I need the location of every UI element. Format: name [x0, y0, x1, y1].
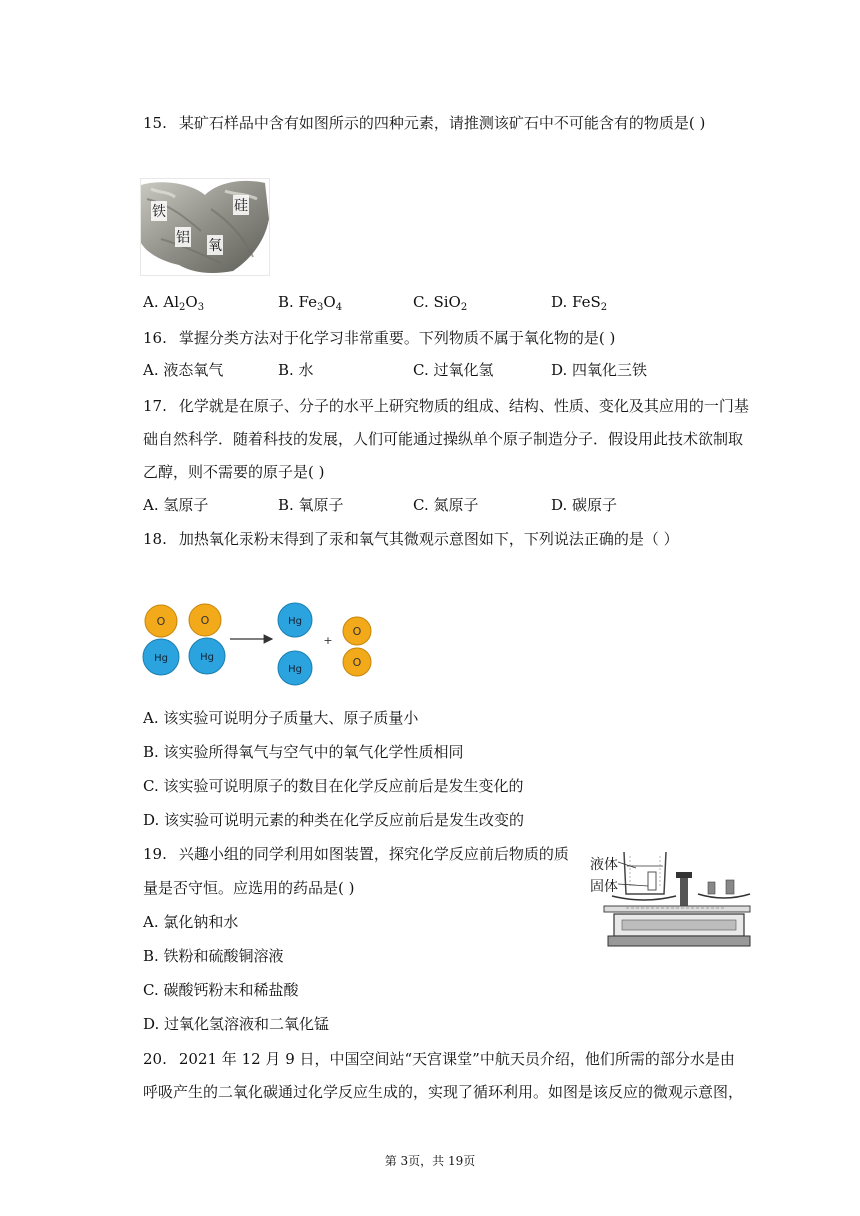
atom-label: O [200, 614, 210, 627]
question-19-option-b[interactable]: B. 铁粉和硫酸铜溶液 [143, 947, 284, 965]
question-number: 20. [143, 1050, 167, 1068]
atom-label: Hg [288, 616, 302, 627]
option-c[interactable]: C. SiO$_2$ [413, 293, 468, 313]
atom-label: O [352, 625, 362, 638]
question-number: 16. [143, 329, 167, 347]
balance-apparatus-image [586, 842, 752, 952]
question-18-option-d[interactable]: D. 该实验可说明元素的种类在化学反应前后是发生改变的 [143, 811, 525, 829]
balance-illustration [586, 842, 752, 952]
atom-label: Hg [288, 664, 302, 675]
question-19-option-a[interactable]: A. 氯化钠和水 [143, 913, 239, 931]
question-19-option-d[interactable]: D. 过氧化氢溶液和二氧化锰 [143, 1015, 330, 1033]
question-number: 15. [143, 114, 167, 132]
question-text: 某矿石样品中含有如图所示的四种元素，请推测该矿石中不可能含有的物质是( ) [178, 114, 706, 132]
question-text: 2021 年 12 月 9 日，中国空间站“天宫课堂”中航天员介绍，他们所需的部分水是由 [178, 1050, 735, 1068]
atom-label: Hg [200, 652, 214, 663]
option-c[interactable]: C. 过氧化氢 [413, 361, 494, 379]
question-number: 19. [143, 845, 167, 863]
option-a[interactable]: A. 液态氧气 [143, 361, 224, 379]
rock-label-oxygen: 氧 [207, 235, 223, 255]
atom-label: Hg [154, 653, 168, 664]
question-19-option-c[interactable]: C. 碳酸钙粉末和稀盐酸 [143, 981, 299, 999]
option-d[interactable]: D. FeS$_2$ [551, 293, 608, 313]
rock-illustration [141, 179, 269, 275]
question-19-stem-line2: 量是否守恒。应选用的药品是( ) [143, 879, 355, 897]
molecule-diagram [140, 594, 380, 694]
mercury-oxide-decomposition-diagram [140, 594, 380, 694]
option-c[interactable]: C. 氮原子 [413, 496, 479, 514]
question-18-stem [143, 529, 679, 549]
question-text: 掌握分类方法对于化学习非常重要。下列物质不属于氧化物的是( ) [178, 329, 616, 347]
liquid-label: 液体 [590, 857, 618, 873]
question-text: 兴趣小组的同学利用如图装置，探究化学反应前后物质的质 [178, 845, 569, 863]
question-18-option-c[interactable]: C. 该实验可说明原子的数目在化学反应前后是发生变化的 [143, 777, 524, 795]
rock-label-iron: 铁 [151, 201, 167, 221]
plus-sign: + [323, 634, 333, 647]
mineral-rock-image [140, 178, 270, 276]
question-18-option-a[interactable]: A. 该实验可说明分子质量大、原子质量小 [143, 709, 419, 727]
option-b[interactable]: B. 氧原子 [278, 496, 344, 514]
solid-label: 固体 [590, 879, 618, 895]
option-a[interactable]: A. 氢原子 [143, 496, 209, 514]
option-b[interactable]: B. 水 [278, 361, 314, 379]
atom-label: O [156, 615, 166, 628]
atom-label: O [352, 656, 362, 669]
question-text: 化学就是在原子、分子的水平上研究物质的组成、结构、性质、变化及其应用的一门基 [178, 397, 749, 415]
question-17-stem-line1 [143, 396, 749, 416]
question-text: 加热氧化汞粉末得到了汞和氧气其微观示意图如下，下列说法正确的是（ ） [178, 530, 679, 548]
option-a[interactable]: A. $Al_2O_3$ [143, 293, 205, 313]
option-d[interactable]: D. 四氧化三铁 [551, 361, 648, 379]
page-footer: 第 3页，共 19页 [384, 1154, 476, 1168]
option-d[interactable]: D. 碳原子 [551, 496, 618, 514]
question-number: 18. [143, 530, 167, 548]
question-15-stem [143, 113, 705, 133]
question-19-stem-line1 [143, 844, 569, 864]
question-20-stem-line2: 呼吸产生的二氧化碳通过化学反应生成的，实现了循环利用。如图是该反应的微观示意图， [143, 1083, 744, 1101]
rock-label-silicon: 硅 [233, 195, 249, 215]
question-17-stem-line2: 础自然科学．随着科技的发展，人们可能通过操纵单个原子制造分子．假设用此技术欲制取 [143, 430, 744, 448]
question-18-option-b[interactable]: B. 该实验所得氧气与空气中的氧气化学性质相同 [143, 743, 464, 761]
rock-label-aluminum: 铝 [175, 227, 191, 247]
option-b[interactable]: B. $Fe_3O_4$ [278, 293, 343, 313]
question-20-stem-line1 [143, 1049, 735, 1069]
question-16-stem [143, 328, 615, 348]
question-number: 17. [143, 397, 167, 415]
question-17-stem-line3: 乙醇，则不需要的原子是( ) [143, 463, 325, 481]
